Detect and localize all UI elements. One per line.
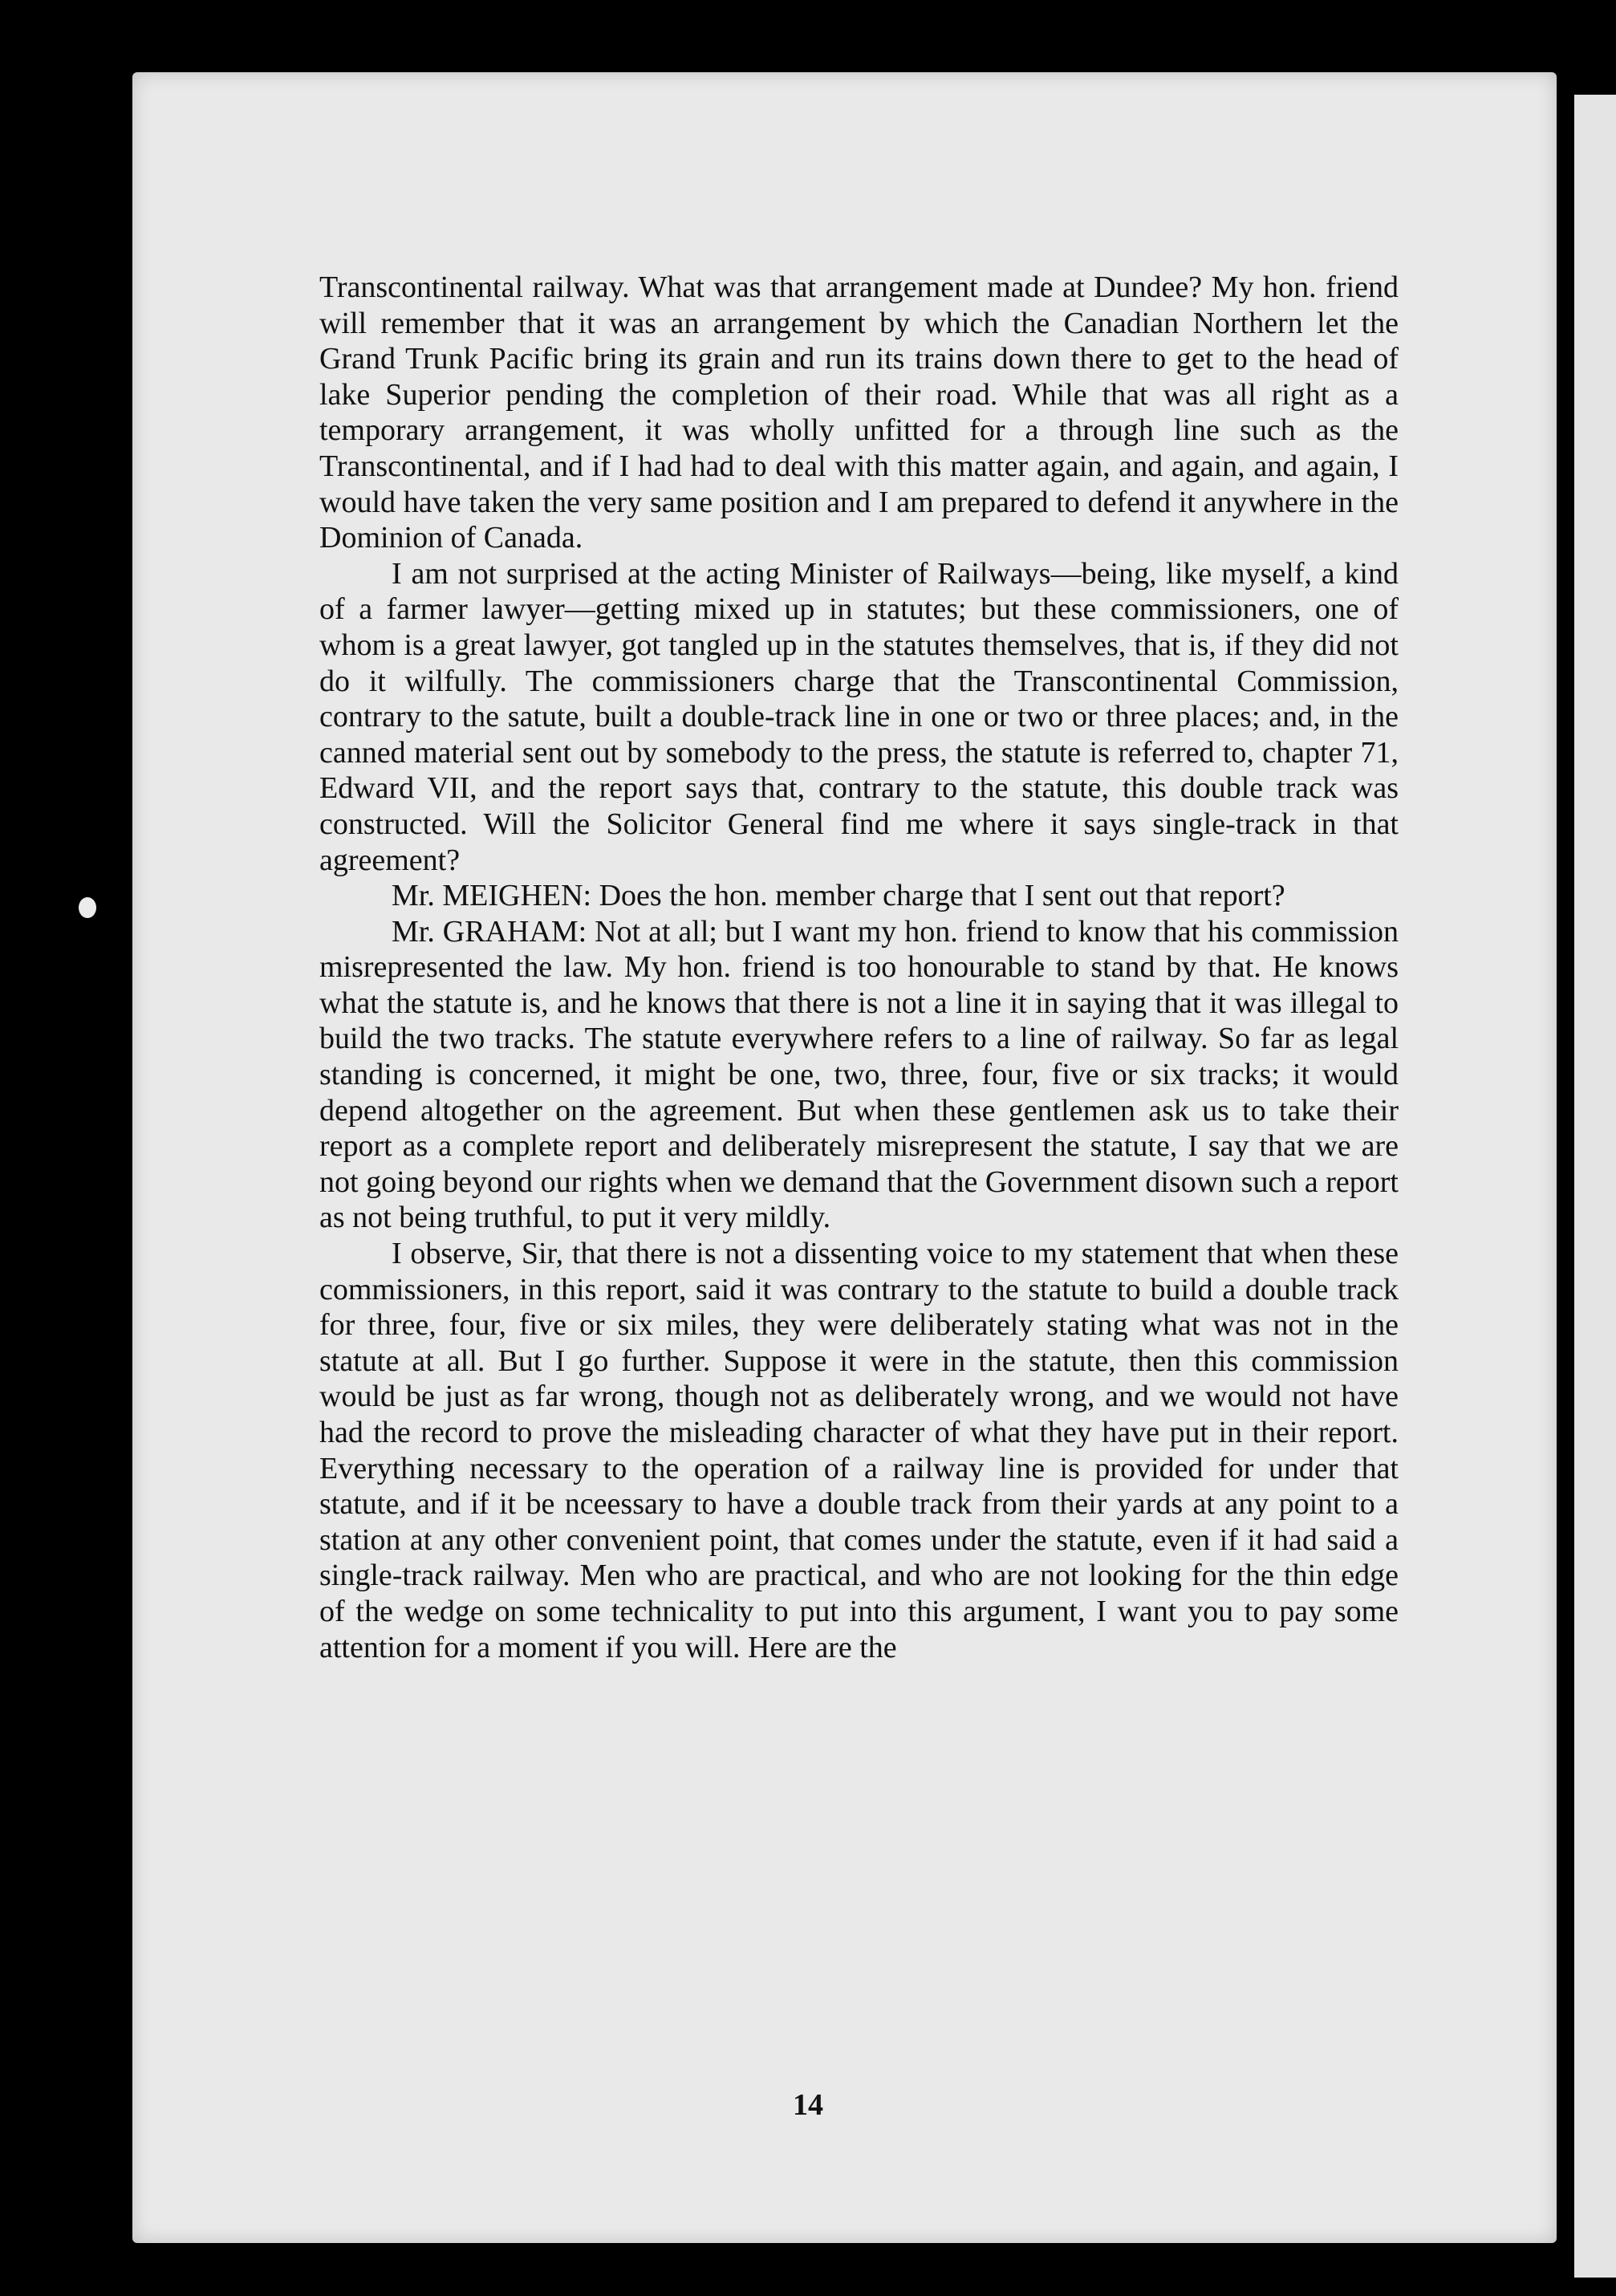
paragraph-commissioners-statutes: I am not surprised at the acting Minister of Railways—being, like myself, a kind of a farmer lawyer—getting mixed up in statutes; but these commissioners, one of whom is a great lawyer, got tangled up in the statutes themselves, that is, if they did not do it wilfully. The commissioners charge that the Transcontinental Commission, contrary to the satute, built a double-track line in one or two or three places; and, in the canned material sent out by somebody to the press, the statute is referred to, chapter 71, Edward VII, and the report says that, contrary to the statute, this double track was constructed. Will the Solicitor General find me where it says single-track in that agreement? (319, 556, 1399, 877)
paragraph-dissenting-voice: I observe, Sir, that there is not a dissenting voice to my statement that when these commissioners, in this report, said it was contrary to the statute to build a double track for three, four, five or six miles, they were deliberately stating what was not in the statute at all. But I go further. Suppose it were in the statute, then this commission would be just as far wrong, though not as deliberately wrong, and we would not have had the record to prove the misleading character of what they have put in their report. Everything necessary to the operation of a railway line is provided for under that statute, and if it be nceessary to have a double track from their yards at any point to a station at any other convenient point, that comes under the statute, even if it had said a single-track railway. Men who are practical, and who are not looking for the thin edge of the wedge on some technicality to put into this argument, I want you to pay some attention for a moment if you will. Here are the (319, 1237, 1399, 1664)
paragraph-graham-reply: Mr. GRAHAM: Not at all; but I want my hon. friend to know that his commission misrepresented the law. My hon. friend is too honourable to stand by that. He knows what the statute is, and he knows that there is not a line it in saying that it was illegal to build the two tracks. The statute everywhere refers to a line of railway. So far as legal standing is concerned, it might be one, two, three, four, five or six tracks; it would depend altogether on the agreement. But when these gentlemen ask us to take their report as a complete report and deliberately misrepresent the statute, I say that we are not going beyond our rights when we demand that the Government disown such a report as not being truthful, to put it very mildly. (319, 914, 1399, 1235)
margin-mark (79, 897, 96, 918)
paragraph-meighen-question: Mr. MEIGHEN: Does the hon. member charge that I sent out that report? (392, 879, 1285, 913)
page-number: 14 (793, 2088, 823, 2122)
paragraph-dundee-arrangement: Transcontinental railway. What was that arrangement made at Dundee? My hon. friend will remember that it was an arrangement by which the Canadian Northern let the Grand Trunk Pacific bring its grain and run its trains down there to get to the head of lake Superior pending the completion of their road. While that was all right as a temporary arrangement, it was wholly unfitted for a through line such as the Transcontinental, and if I had had to deal with this matter again, and again, and again, I would have taken the very same position and I am prepared to defend it anywhere in the Dominion of Canada. (319, 270, 1399, 555)
body-text (319, 270, 1399, 1665)
adjacent-page-edge (1574, 95, 1616, 2278)
